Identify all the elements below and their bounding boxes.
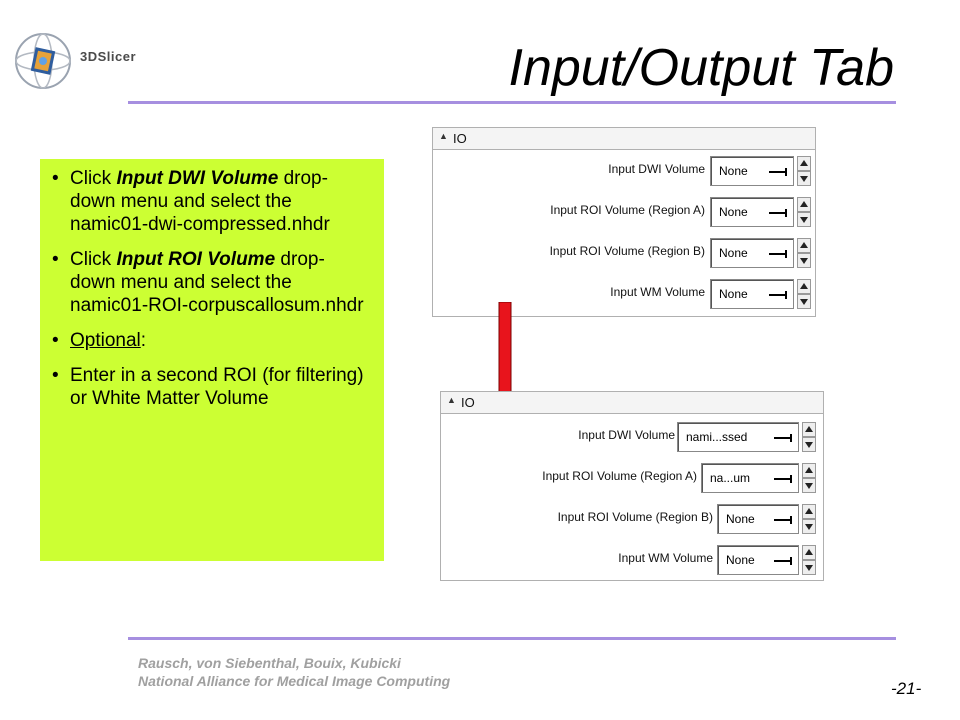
select-value: nami...ssed bbox=[686, 430, 748, 444]
title-rule bbox=[128, 101, 896, 104]
input-dwi-volume-row bbox=[433, 154, 815, 188]
spin-buttons[interactable] bbox=[797, 238, 811, 268]
dropdown-handle-icon bbox=[774, 434, 792, 442]
select-value: None bbox=[726, 553, 755, 567]
input-roi-volume-a-label: Input ROI Volume (Region A) bbox=[550, 203, 705, 217]
collapse-arrow-icon[interactable]: ▲ bbox=[439, 131, 448, 141]
io-panel-header[interactable] bbox=[441, 392, 823, 414]
dropdown-handle-icon bbox=[769, 250, 787, 258]
io-panel-before bbox=[432, 127, 816, 317]
dropdown-handle-icon bbox=[769, 168, 787, 176]
instruction-item: • Click Input DWI Volume drop-down menu and select the namic01-dwi-compressed.nhdr bbox=[50, 167, 370, 236]
spin-buttons[interactable] bbox=[797, 156, 811, 186]
select-value: None bbox=[719, 246, 748, 260]
input-dwi-volume-label: Input DWI Volume bbox=[578, 428, 675, 442]
io-panel-header[interactable] bbox=[433, 128, 815, 150]
slicer-logo-icon bbox=[12, 30, 74, 92]
input-wm-volume-label: Input WM Volume bbox=[610, 285, 705, 299]
input-roi-volume-b-row bbox=[441, 502, 823, 536]
instruction-emphasis: Input DWI Volume bbox=[116, 168, 279, 189]
input-roi-volume-b-label: Input ROI Volume (Region B) bbox=[557, 510, 713, 524]
dropdown-handle-icon bbox=[774, 516, 792, 524]
input-roi-volume-b-label: Input ROI Volume (Region B) bbox=[549, 244, 705, 258]
input-roi-volume-b-select[interactable] bbox=[710, 238, 794, 268]
dropdown-handle-icon bbox=[769, 209, 787, 217]
input-dwi-volume-select[interactable] bbox=[710, 156, 794, 186]
footer-authors: Rausch, von Siebenthal, Bouix, Kubicki bbox=[138, 655, 401, 671]
dropdown-handle-icon bbox=[774, 557, 792, 565]
instruction-item: • Click Input ROI Volume drop-down menu and select the namic01-ROI-corpuscallosum.nhdr bbox=[50, 248, 370, 317]
input-roi-volume-a-row bbox=[441, 461, 823, 495]
input-dwi-volume-select[interactable] bbox=[677, 422, 799, 452]
input-roi-volume-b-select[interactable] bbox=[717, 504, 799, 534]
input-dwi-volume-row bbox=[441, 420, 823, 454]
select-value: None bbox=[719, 164, 748, 178]
input-roi-volume-b-row bbox=[433, 236, 815, 270]
input-wm-volume-select[interactable] bbox=[717, 545, 799, 575]
spin-buttons[interactable] bbox=[797, 279, 811, 309]
page-number: -21- bbox=[891, 679, 922, 698]
select-value: None bbox=[726, 512, 755, 526]
collapse-arrow-icon[interactable]: ▲ bbox=[447, 395, 456, 405]
footer-organization: National Alliance for Medical Image Computing bbox=[138, 673, 451, 689]
slide-title: Input/Output Tab bbox=[508, 39, 894, 97]
dropdown-handle-icon bbox=[769, 291, 787, 299]
select-value: na...um bbox=[710, 471, 751, 485]
input-roi-volume-a-label: Input ROI Volume (Region A) bbox=[542, 469, 697, 483]
select-value: None bbox=[719, 287, 748, 301]
spin-buttons[interactable] bbox=[802, 463, 816, 493]
spin-buttons[interactable] bbox=[802, 545, 816, 575]
input-roi-volume-a-select[interactable] bbox=[701, 463, 799, 493]
footer-rule bbox=[128, 637, 896, 640]
spin-buttons[interactable] bbox=[802, 504, 816, 534]
input-wm-volume-row bbox=[441, 543, 823, 577]
io-panel-title: IO bbox=[461, 395, 475, 410]
instruction-item: • Optional: bbox=[50, 329, 370, 352]
instructions-box bbox=[40, 159, 384, 561]
spin-buttons[interactable] bbox=[797, 197, 811, 227]
spin-buttons[interactable] bbox=[802, 422, 816, 452]
input-roi-volume-a-row bbox=[433, 195, 815, 229]
slicer-logo bbox=[12, 30, 162, 90]
optional-label: Optional bbox=[70, 330, 141, 351]
input-wm-volume-select[interactable] bbox=[710, 279, 794, 309]
io-panel-after bbox=[440, 391, 824, 581]
input-dwi-volume-label: Input DWI Volume bbox=[608, 162, 705, 176]
slicer-logo-text: 3DSlicer bbox=[80, 49, 137, 64]
instruction-item: • Enter in a second ROI (for filtering) or White Matter Volume bbox=[50, 364, 370, 410]
input-roi-volume-a-select[interactable] bbox=[710, 197, 794, 227]
input-wm-volume-label: Input WM Volume bbox=[618, 551, 713, 565]
select-value: None bbox=[719, 205, 748, 219]
io-panel-title: IO bbox=[453, 131, 467, 146]
dropdown-handle-icon bbox=[774, 475, 792, 483]
instructions-list bbox=[50, 167, 370, 410]
instruction-emphasis: Input ROI Volume bbox=[116, 249, 276, 270]
